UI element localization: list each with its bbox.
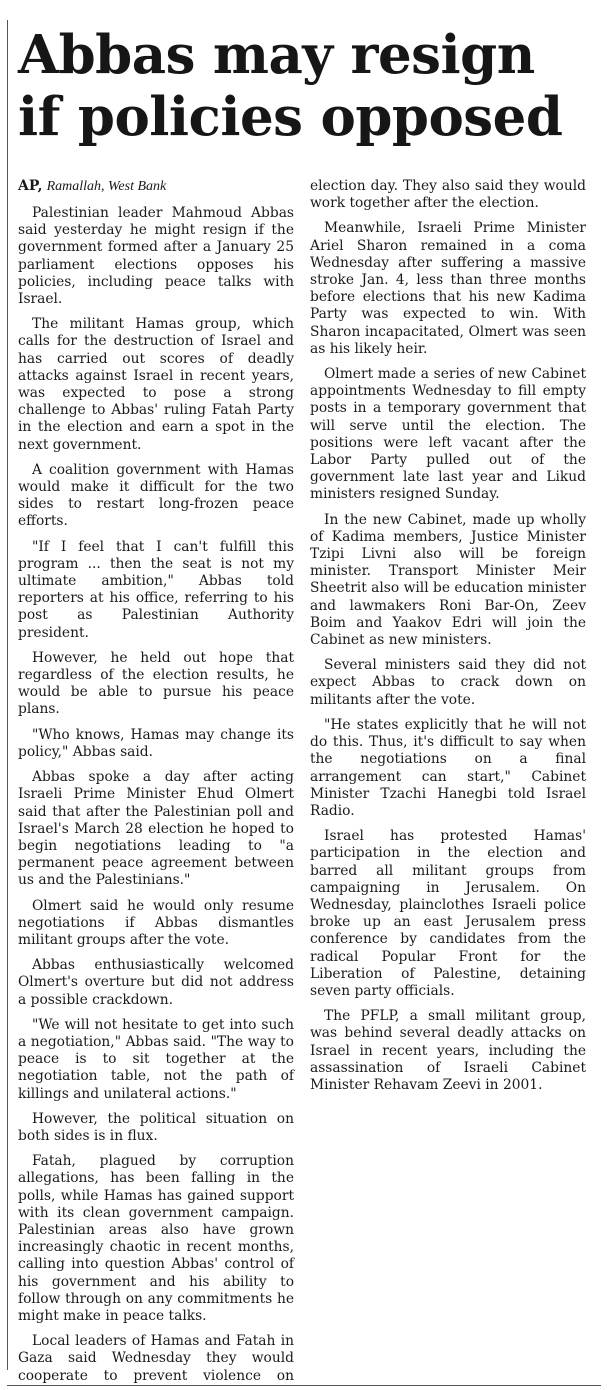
byline-location: Ramallah, West Bank <box>46 179 167 194</box>
paragraph: Fatah, plagued by corruption allegations, has been falling in the polls, while Hamas has gained support with its clean government campaign. Palestinian areas also have grown increasingly chaotic in recent months, calling into question Abbas' control of his government and his ability to follow through on any commitments he might make in peace talks. <box>18 1153 294 1324</box>
paragraph: The militant Hamas group, which calls for the destruction of Israel and has carried out scores of deadly attacks against Israel in recent years, was expected to pose a strong challenge to Abbas' ruling Fatah Party in the election and earn a spot in the next government. <box>18 316 294 453</box>
headline-line-2: if policies opposed <box>18 86 563 148</box>
paragraph: In the new Cabinet, made up wholly of Kadima members, Justice Minister Tzipi Livni also will be foreign minister. Transport Minister Meir Sheetrit also will be education minister and lawmakers Roni Bar-On, Zeev Boim and Yaakov Edri will join the Cabinet as new ministers. <box>310 511 586 649</box>
paragraph: "Who knows, Hamas may change its policy," Abbas said. <box>18 726 294 760</box>
paragraph: A coalition government with Hamas would make it difficult for the two sides to restart long-frozen peace efforts. <box>18 461 294 530</box>
paragraph: "If I feel that I can't fulfill this program ... then the seat is not my ultimate ambition," Abbas told reporters at his office, referring to his post as Palestinian Authority president. <box>18 538 294 641</box>
byline <box>18 178 294 195</box>
paragraph: However, the political situation on both sides is in flux. <box>18 1110 294 1144</box>
paragraph: Palestinian leader Mahmoud Abbas said yesterday he might resign if the government formed after a January 25 parliament elections opposes his policies, including peace talks with Israel. <box>18 205 294 308</box>
byline-agency: AP, <box>18 178 43 194</box>
paragraph: Abbas enthusiastically welcomed Olmert's overture but did not address a possible crackdown. <box>18 957 294 1008</box>
left-column-rule <box>7 20 8 1370</box>
bottom-rule <box>7 1385 601 1386</box>
paragraph: Abbas spoke a day after acting Israeli Prime Minister Ehud Olmert said that after the Palestinian poll and Israel's March 28 election he hoped to begin negotiations leading to "a permanent peace agreement between us and the Palestinians." <box>18 769 294 889</box>
paragraph: Several ministers said they did not expect Abbas to crack down on militants after the vote. <box>310 657 586 708</box>
paragraph: The PFLP, a small militant group, was behind several deadly attacks on Israel in recent years, including the assassination of Israeli Cabinet Minister Rehavam Zeevi in 2001. <box>310 1008 586 1093</box>
article-body <box>18 178 586 1388</box>
paragraph: "We will not hesitate to get into such a negotiation," Abbas said. "The way to peace is to sit together at the negotiation table, not the path of killings and unilateral actions." <box>18 1016 294 1102</box>
headline <box>18 24 608 148</box>
paragraph: However, he held out hope that regardless of the election results, he would be able to pursue his peace plans. <box>18 649 294 718</box>
paragraph: Olmert made a series of new Cabinet appointments Wednesday to fill empty posts in a temporary government that will serve until the election. The positions were left vacant after the Labor Party pulled out of the government late last year and Likud ministers resigned Sunday. <box>310 366 586 503</box>
headline-line-1: Abbas may resign <box>18 24 535 86</box>
paragraph: "He states explicitly that he will not do this. Thus, it's difficult to say when the negotiations on a final arrangement can start," Cabinet Minister Tzachi Hanegbi told Israel Radio. <box>310 716 586 819</box>
paragraph: Meanwhile, Israeli Prime Minister Ariel Sharon remained in a coma Wednesday after suffering a massive stroke Jan. 4, less than three months before elections that his new Kadima Party was expected to win. With Sharon incapacitated, Olmert was seen as his likely heir. <box>310 220 586 357</box>
paragraph: Olmert said he would only resume negotiations if Abbas dismantles militant groups after the vote. <box>18 897 294 948</box>
paragraph: Israel has protested Hamas' participation in the election and barred all militant groups from campaigning in Jerusalem. On Wednesday, plainclothes Israeli police broke up an east Jerusalem press conference by candidates from the radical Popular Front for the Liberation of Palestine, detaining seven party officials. <box>310 828 586 999</box>
paragraph: Local leaders of Hamas and Fatah in Gaza said Wednesday they would cooperate to prevent violence on election day. They also said they would work together after the election. <box>18 178 586 1384</box>
